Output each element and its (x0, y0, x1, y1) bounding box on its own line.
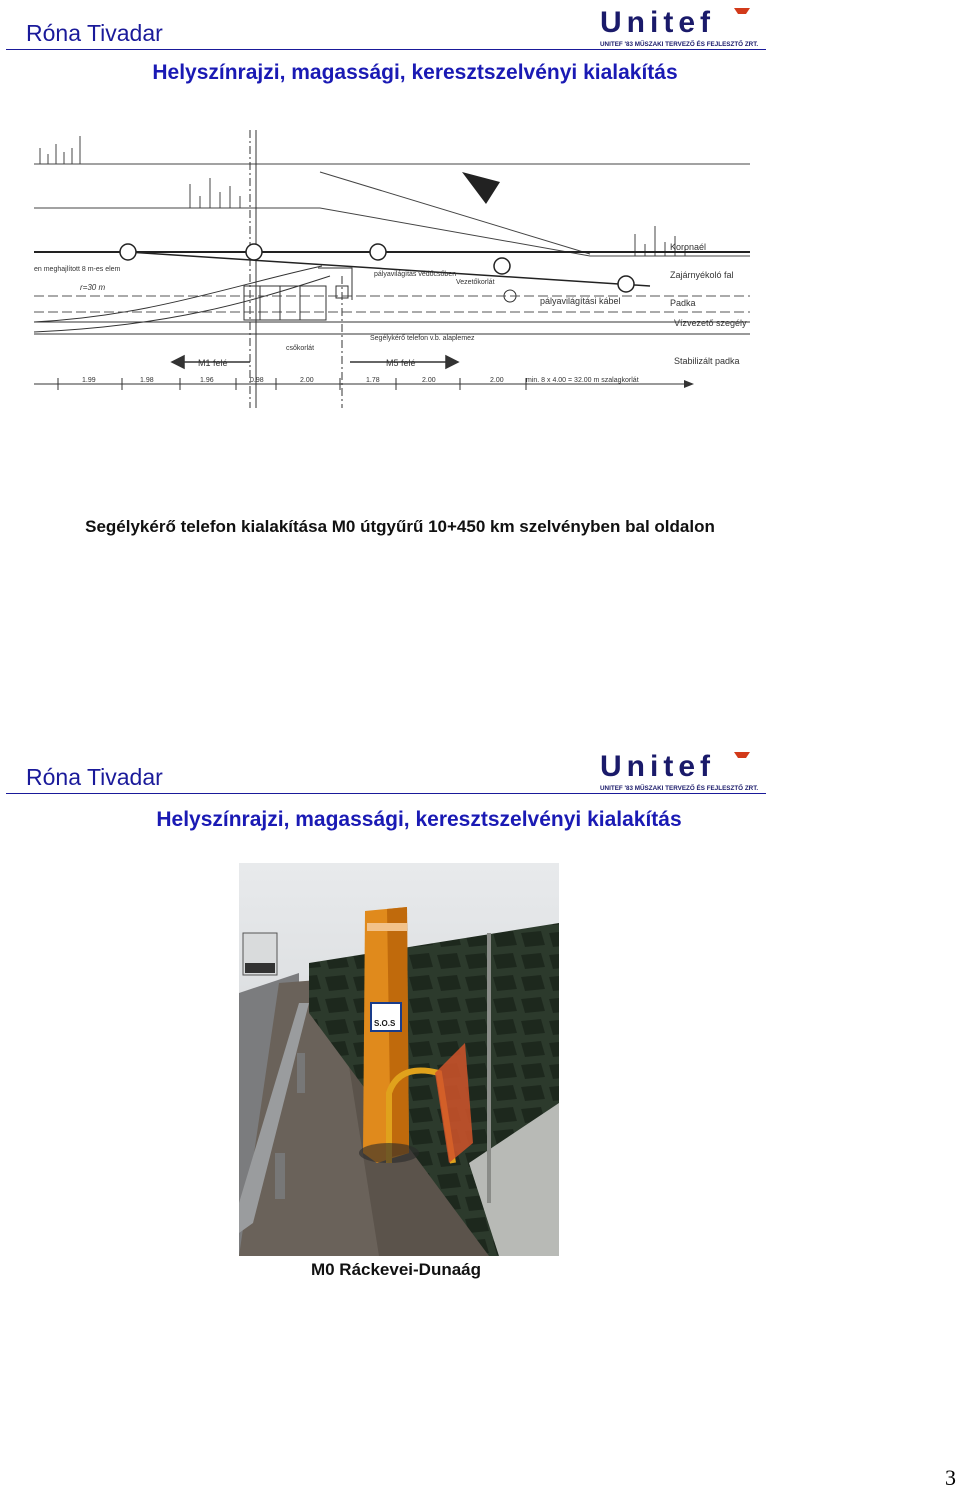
label-padka: Padka (670, 298, 696, 308)
label-vezetokorlat: Vezetőkorlát (456, 279, 495, 286)
label-szalagkorlat: min. 8 x 4.00 = 32.00 m szalagkorlát (526, 377, 639, 384)
photo-caption: M0 Ráckevei-Dunaág (310, 1260, 482, 1279)
header-rule (6, 49, 766, 50)
label-m1: M1 felé (198, 358, 228, 368)
dim-4: 0.98 (250, 377, 264, 384)
header-rule (6, 793, 766, 794)
dim-1: 1.99 (82, 377, 96, 384)
label-kabel: pályavilágítási kábel (540, 296, 621, 306)
label-segelykero: Segélykérő telefon v.b. alaplemez (370, 335, 475, 342)
unitef-logo (598, 4, 758, 50)
label-koronael: Koronaél (670, 242, 707, 252)
slide-1 (0, 0, 960, 560)
dim-3: 1.96 (200, 377, 214, 384)
label-m5: M5 felé (386, 358, 416, 368)
dim-5: 2.00 (300, 377, 314, 384)
logo-tagline: UNITEF '83 MŰSZAKI TERVEZŐ ÉS FEJLESZTŐ ZRT. (600, 41, 758, 48)
sos-sign-text: S.O.S (374, 1019, 396, 1028)
slide-caption: Segélykérő telefon kialakítása M0 útgyűrű 10+450 km szelvényben bal oldalon (85, 517, 715, 536)
site-plan-drawing (30, 126, 750, 408)
label-stabilizalt: Stabilizált padka (674, 356, 740, 366)
label-vizvezeto: Vízvezető szegély (674, 318, 747, 328)
label-csokorlat: csőkorlát (286, 345, 315, 352)
dim-8: 2.00 (490, 377, 504, 384)
label-palyavilagitas: pályavilágítás védőcsőben (374, 271, 457, 278)
slide-title: Helyszínrajzi, magassági, keresztszelvényi kialakítás (152, 61, 678, 84)
slide-title: Helyszínrajzi, magassági, keresztszelvényi kialakítás (156, 808, 682, 831)
label-radius: r=30 m (80, 283, 106, 292)
label-meghajlitott: en meghajlított 8 m-es elem (34, 266, 121, 273)
unitef-logo (598, 748, 758, 794)
logo-wordmark: Unitef (600, 750, 715, 783)
dim-7: 2.00 (422, 377, 436, 384)
logo-wordmark: Unitef (600, 6, 715, 39)
dim-6: 1.78 (366, 377, 380, 384)
page-number: 3 (945, 1465, 956, 1490)
sos-phone-photo (239, 863, 559, 1256)
author-name: Róna Tivadar (26, 764, 163, 790)
label-zajarnyekolo: Zajárnyékoló fal (670, 270, 734, 280)
dim-2: 1.98 (140, 377, 154, 384)
logo-tagline: UNITEF '83 MŰSZAKI TERVEZŐ ÉS FEJLESZTŐ ZRT. (600, 785, 758, 792)
author-name: Róna Tivadar (26, 20, 163, 46)
